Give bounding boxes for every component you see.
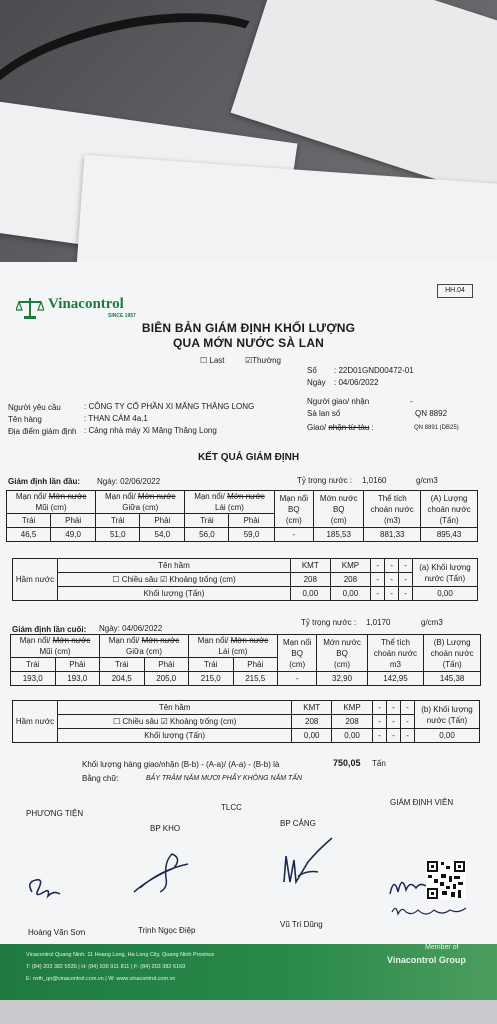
tank-col: -	[386, 729, 400, 743]
header-draft-a: Mớn nước	[319, 493, 358, 503]
water-weight-label: (a) Khối lượng nước (Tấn)	[413, 559, 478, 587]
weight-kmt: 0,00	[290, 587, 330, 601]
words-label: Bằng chữ:	[82, 774, 119, 783]
value-cell: 59,0	[229, 528, 274, 542]
tank-col: -	[400, 729, 414, 743]
location-label: Địa điểm giám định	[8, 427, 77, 436]
header-mid-a: Mạn nổi/	[108, 636, 140, 645]
signature-inspector	[388, 870, 428, 898]
header-mid-b: Mớn nước	[141, 636, 180, 645]
requester-label: Người yêu cầu	[8, 403, 61, 412]
value-cell: 46,5	[7, 528, 51, 542]
tank-col: -	[400, 715, 414, 729]
logo-text: Vinacontrol	[48, 296, 124, 312]
space-label: Khoảng trống (cm)	[169, 575, 236, 584]
signer-name-3: Vũ Trí Dũng	[280, 920, 323, 929]
footer-member-of: Member of	[425, 944, 459, 951]
sub-left: Trái	[11, 658, 56, 672]
first-density-label: Tỷ trọng nước :	[297, 476, 353, 485]
tank-header: Hầm nước	[13, 559, 58, 601]
total-value: 750,05	[333, 758, 361, 768]
sub-left: Trái	[189, 658, 234, 672]
footer-group: Vinacontrol Group	[387, 955, 466, 965]
tank-name-label: Tên hầm	[58, 701, 292, 715]
first-density-unit: g/cm3	[416, 476, 438, 485]
header-freeboard-b: BQ	[288, 504, 300, 514]
tank-kmt: KMT	[292, 701, 332, 715]
header-displacement-b: choán nước	[427, 504, 471, 514]
header-stern	[189, 635, 278, 658]
qr-code	[426, 860, 466, 900]
goods-label: Tên hàng	[8, 415, 42, 424]
signature-inspector-name	[390, 902, 470, 924]
barge-label: Sà lan số	[307, 409, 341, 418]
first-inspection-label: Giám định lần đầu:	[8, 477, 81, 486]
header-stern-a: Mạn nổi/	[197, 636, 229, 645]
header-freeboard-c: (cm)	[285, 515, 302, 525]
header-displacement-a: (A) Lượng	[430, 493, 468, 503]
last-draft-table	[10, 634, 481, 686]
last-inspection-date: Ngày: 04/06/2022	[99, 624, 163, 633]
header-stern	[185, 491, 274, 514]
depth-space-row: ☐ Chiều sâu ☑ Khoảng trống (cm)	[58, 715, 292, 729]
first-density-value: 1,0160	[362, 476, 387, 485]
sub-right: Phải	[51, 514, 96, 528]
header-bow-b: Mớn nước	[48, 492, 87, 501]
weight-kmp: 0,00	[332, 729, 373, 743]
signature-port	[278, 832, 336, 892]
sign-inspector-label: GIÁM ĐỊNH VIÊN	[390, 798, 454, 807]
value-cell: 145,38	[424, 672, 481, 686]
tank-col: -	[399, 573, 413, 587]
depth-space-row: ☐ Chiều sâu ☑ Khoảng trống (cm)	[58, 573, 291, 587]
weight-label: Khối lượng (Tấn)	[58, 729, 292, 743]
sign-warehouse-label: BP KHO	[150, 824, 181, 833]
header-mid-c: Giữa (cm)	[122, 503, 159, 512]
water-weight-value: 0,00	[415, 729, 480, 743]
checkbox-normal-label: Thường	[252, 356, 282, 365]
header-volume-a: Thể tích	[377, 493, 407, 503]
table-values-row	[11, 672, 481, 686]
signer-name-1: Hoàng Văn Sơn	[28, 928, 86, 937]
depth-label: Chiều sâu	[121, 575, 158, 584]
header-freeboard-avg	[274, 491, 314, 528]
first-draft-table	[6, 490, 478, 542]
signature-vehicle	[24, 868, 64, 902]
header-bow-b: Mớn nước	[52, 636, 91, 645]
table-header-row	[7, 491, 478, 514]
header-draft-a: Mớn nước	[323, 637, 361, 647]
last-tank-table	[12, 700, 480, 743]
sign-vehicle-label: PHƯƠNG TIỆN	[26, 809, 84, 818]
deliverer-value: -	[410, 397, 413, 406]
header-bow-a: Mạn nổi/	[15, 492, 47, 501]
header-volume-c: m3	[389, 659, 402, 669]
space-kmt: 208	[290, 573, 330, 587]
weight-kmt: 0,00	[292, 729, 332, 743]
header-volume	[364, 491, 421, 528]
delivery-from-value: QN 8891 (DB25)	[414, 425, 459, 431]
scale-icon	[16, 296, 44, 320]
sub-right: Phải	[144, 658, 189, 672]
header-volume-a: Thể tích	[381, 637, 410, 647]
header-freeboard-avg	[278, 635, 317, 672]
sub-right: Phải	[140, 514, 185, 528]
header-mid-a: Mạn nổi/	[105, 492, 136, 501]
value-cell: 204,5	[100, 672, 145, 686]
space-kmp: 208	[330, 573, 371, 587]
header-stern-c: Lái (cm)	[218, 647, 248, 656]
sub-right: Phải	[229, 514, 274, 528]
sub-left: Trái	[185, 514, 229, 528]
tank-col: -	[372, 715, 386, 729]
doc-date-value: : 04/06/2022	[334, 378, 379, 387]
value-cell: 49,0	[51, 528, 96, 542]
space-kmp: 208	[332, 715, 373, 729]
delivery-from-label-a: Giao/	[307, 423, 327, 432]
tank-col: -	[385, 587, 399, 601]
document-title-line1: BIÊN BẢN GIÁM ĐỊNH KHỐI LƯỢNG	[141, 321, 356, 335]
value-cell: 51,0	[96, 528, 140, 542]
first-tank-table	[12, 558, 478, 601]
tank-col: -	[372, 729, 386, 743]
header-stern-a: Mạn nổi/	[194, 492, 225, 501]
last-density-value: 1,0170	[366, 618, 391, 627]
signer-name-2: Trịnh Ngọc Điệp	[138, 926, 196, 935]
header-bow-c: Mũi (cm)	[35, 503, 67, 512]
header-freeboard-c: (cm)	[289, 659, 306, 669]
header-stern-c: Lái (cm)	[215, 503, 244, 512]
value-cell: 215,0	[189, 672, 234, 686]
form-code: HH.04	[437, 284, 473, 298]
sub-left: Trái	[7, 514, 51, 528]
header-displacement-b: choán nước	[430, 648, 474, 658]
tank-col: -	[371, 587, 385, 601]
result-heading: KẾT QUẢ GIÁM ĐỊNH	[197, 452, 300, 463]
header-volume	[367, 635, 424, 672]
delivery-from-label-b: nhận từ tàu	[328, 423, 370, 432]
value-cell: 32,90	[317, 672, 367, 686]
header-draft-c: (cm)	[330, 515, 347, 525]
value-cell: 142,95	[367, 672, 424, 686]
header-draft-avg	[317, 635, 367, 672]
header-bow	[7, 491, 96, 514]
value-cell: 54,0	[140, 528, 185, 542]
last-density-label: Tỷ trọng nước :	[301, 618, 357, 627]
header-mid-c: Giữa (cm)	[125, 647, 163, 656]
tank-col: -	[371, 573, 385, 587]
tank-header: Hầm nước	[13, 701, 58, 743]
header-displacement-c: (Tấn)	[439, 515, 459, 525]
footer	[0, 944, 497, 1000]
value-cell: 205,0	[144, 672, 189, 686]
header-volume-b: choán nước	[373, 648, 417, 658]
value-cell: 215,5	[233, 672, 278, 686]
checkbox-normal: ☑Thường	[245, 356, 282, 365]
header-draft-c: (cm)	[334, 659, 351, 669]
header-bow	[11, 635, 100, 658]
header-displacement-a: (B) Lượng	[433, 637, 471, 647]
tank-col: -	[399, 587, 413, 601]
checkbox-last-label: Last	[209, 356, 225, 365]
barge-value: QN 8892	[415, 409, 448, 418]
header-mid-b: Mớn nước	[137, 492, 176, 501]
sub-left: Trái	[100, 658, 145, 672]
value-cell: 185,53	[314, 528, 364, 542]
tank-col: -	[372, 701, 386, 715]
tank-col: -	[385, 573, 399, 587]
table-values-row	[7, 528, 478, 542]
tank-kmp: KMP	[332, 701, 373, 715]
vinacontrol-logo	[16, 296, 156, 322]
tank-col: -	[400, 701, 414, 715]
location-value: : Cảng nhà máy Xi Măng Thăng Long	[84, 426, 217, 435]
signature-warehouse	[130, 848, 192, 898]
header-displacement-c: (Tấn)	[442, 659, 462, 669]
sign-tlcc-label: TLCC	[221, 803, 242, 812]
deliverer-label: Người giao/ nhận	[307, 397, 370, 406]
delivery-from-label-c: :	[371, 423, 374, 432]
doc-number-label: Số	[307, 366, 317, 375]
water-weight-value: 0,00	[413, 587, 478, 601]
header-draft-b: BQ	[336, 648, 348, 658]
value-cell: 193,0	[11, 672, 56, 686]
document-title-line2: QUA MỚN NƯỚC SÀ LAN	[172, 336, 325, 350]
sub-right: Phải	[55, 658, 100, 672]
tank-col: -	[371, 559, 385, 573]
water-weight-label: (b) Khối lượng nước (Tấn)	[415, 701, 480, 729]
tank-name-label: Tên hầm	[58, 559, 291, 573]
goods-value: : THAN CÁM 4a.1	[84, 414, 148, 423]
sub-left: Trái	[96, 514, 140, 528]
header-stern-b: Mớn nước	[227, 492, 265, 501]
value-cell: 881,33	[364, 528, 421, 542]
header-bow-c: Mũi (cm)	[39, 647, 71, 656]
depth-label: Chiều sâu	[122, 717, 159, 726]
footer-email: E: nvth_qn@vinacontrol.com.vn | W: www.vinacontrol.com.vn	[26, 976, 176, 982]
doc-number-value: : 22D01GND00472-01	[334, 366, 414, 375]
header-volume-c: (m3)	[384, 515, 401, 525]
requester-value: : CÔNG TY CỔ PHẦN XI MĂNG THĂNG LONG	[84, 402, 255, 411]
tank-col: -	[386, 701, 400, 715]
sign-port-label: BP CẢNG	[280, 819, 316, 828]
desk-bottom	[0, 1000, 497, 1024]
total-unit: Tấn	[372, 759, 386, 768]
delivery-from-label	[307, 423, 374, 432]
tank-col: -	[386, 715, 400, 729]
header-displacement	[421, 491, 478, 528]
footer-address: Vinacontrol Quang Ninh: 11 Hoang Long, Ha Long City, Quang Ninh Province	[26, 952, 215, 958]
header-draft-avg	[314, 491, 364, 528]
value-cell: 895,43	[421, 528, 478, 542]
footer-phones: T: (84) 203 382 5535 | H: (84) 936 911 811 | F: (84) 203 382 6169	[26, 964, 186, 970]
table-header-row	[11, 635, 481, 658]
header-displacement	[424, 635, 481, 672]
sub-right: Phải	[233, 658, 278, 672]
logo-since: SINCE 1957	[108, 313, 136, 319]
tank-kmp: KMP	[330, 559, 371, 573]
header-freeboard-b: BQ	[291, 648, 303, 658]
header-draft-b: BQ	[332, 504, 345, 514]
first-inspection-date: Ngày: 02/06/2022	[97, 477, 161, 486]
header-mid	[100, 635, 189, 658]
weight-kmp: 0,00	[330, 587, 371, 601]
value-cell: -	[274, 528, 314, 542]
weight-label: Khối lượng (Tấn)	[58, 587, 291, 601]
header-freeboard-a: Mạn nổi	[282, 637, 312, 647]
doc-date-label: Ngày	[307, 378, 326, 387]
value-cell: 56,0	[185, 528, 229, 542]
space-kmt: 208	[292, 715, 332, 729]
checkbox-last: ☐ Last	[200, 356, 225, 365]
last-density-unit: g/cm3	[421, 618, 443, 627]
header-bow-a: Mạn nổi/	[19, 636, 51, 645]
tank-col: -	[385, 559, 399, 573]
space-label: Khoảng trống (cm)	[170, 717, 237, 726]
header-stern-b: Mớn nước	[230, 636, 269, 645]
last-inspection-label: Giám định lần cuối:	[12, 625, 87, 634]
header-mid	[96, 491, 185, 514]
total-label: Khối lượng hàng giao/nhận (B-b) - (A-a)/ (A-a) - (B-b) là	[82, 760, 280, 769]
tank-kmt: KMT	[290, 559, 330, 573]
header-volume-b: choán nước	[370, 504, 414, 514]
header-freeboard-a: Mạn nổi	[279, 493, 309, 503]
value-cell: -	[278, 672, 317, 686]
tank-col: -	[399, 559, 413, 573]
value-cell: 193,0	[55, 672, 100, 686]
words-value: BẢY TRĂM NĂM MƯƠI PHẨY KHÔNG NĂM TẤN	[146, 775, 303, 782]
